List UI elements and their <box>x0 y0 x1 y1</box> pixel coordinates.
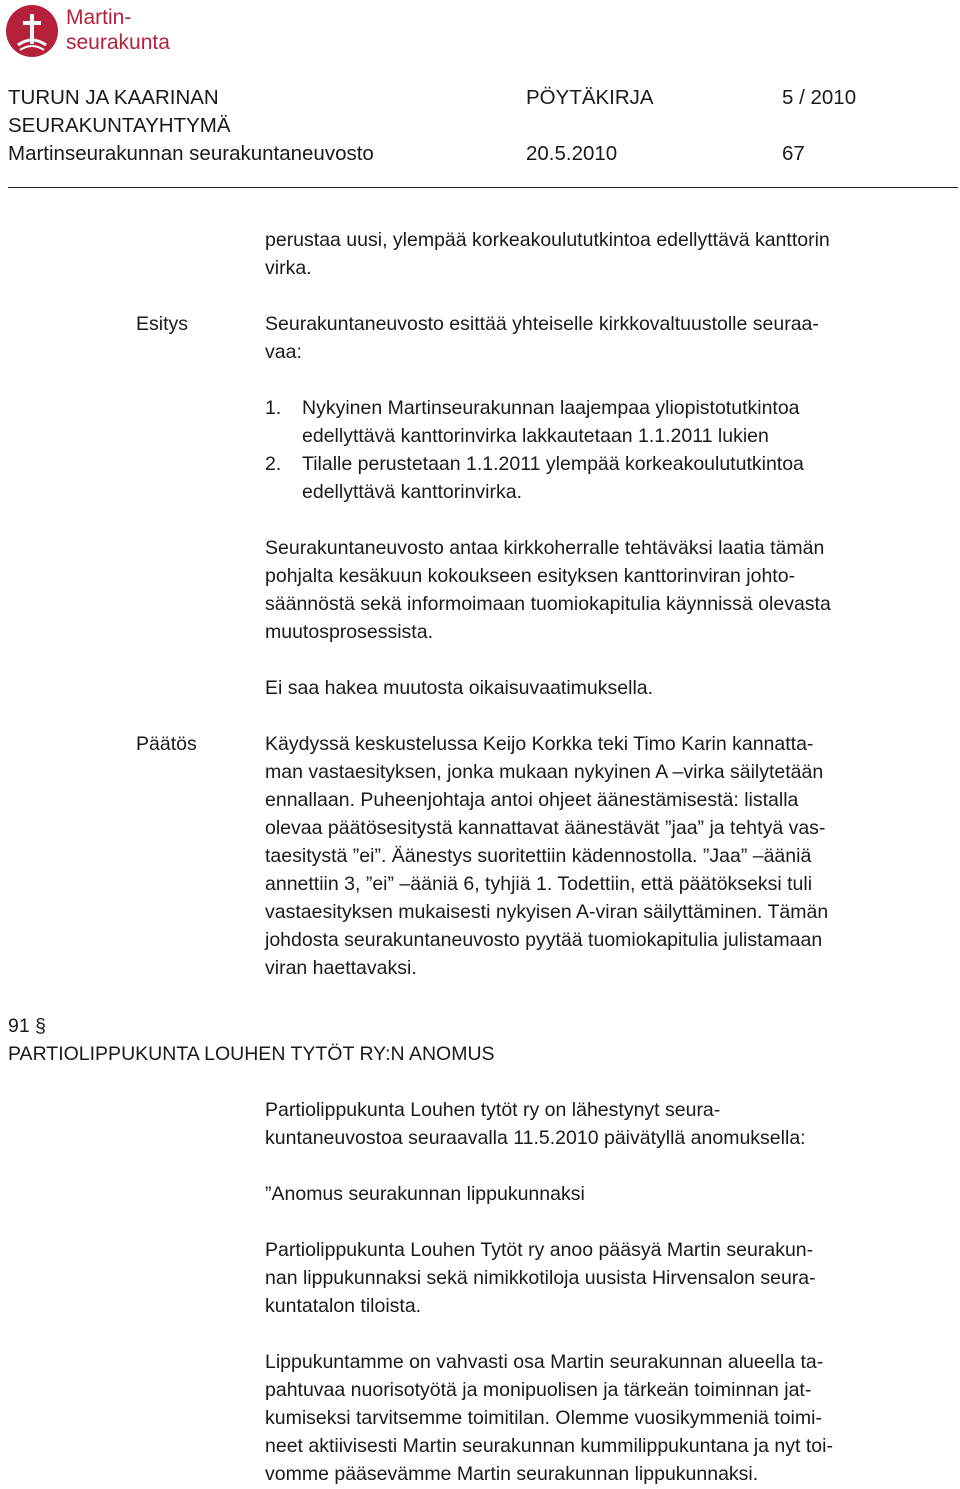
paatos-label: Päätös <box>136 733 197 755</box>
text-line: annettiin 3, ”ei” –ääniä 6, tyhjiä 1. Todettiin, että päätökseksi tuli <box>265 873 813 895</box>
text-line: vomme pääsevämme Martin seurakunnan lippukunnaksi. <box>265 1463 759 1485</box>
logo-wordmark <box>66 5 170 55</box>
text-line: kuntaneuvostoa seuraavalla 11.5.2010 päivätyllä anomuksella: <box>265 1127 806 1149</box>
text-line: neet aktiivisesti Martin seurakunnan kummilippukuntana ja nyt toi- <box>265 1435 833 1457</box>
paatos-text <box>265 730 828 982</box>
header-doc-number: 5 / 2010 <box>782 86 857 109</box>
esitys-label: Esitys <box>136 313 189 335</box>
text-line: perustaa uusi, ylempää korkeakoulututkintoa edellyttävä kanttorin <box>265 229 830 251</box>
text-line: muutosprosessista. <box>265 621 433 643</box>
text-line: kumiseksi tarvitsemme toimitilan. Olemme vuosikymmeniä toimi- <box>265 1407 822 1429</box>
text-line: man vastaesityksen, jonka mukaan nykyinen A –virka säilytetään <box>265 761 824 783</box>
header-doc-type: PÖYTÄKIRJA <box>526 86 654 109</box>
header-org-line-2: SEURAKUNTAYHTYMÄ <box>8 114 231 137</box>
text-line: Seurakuntaneuvosto antaa kirkkoherralle tehtäväksi laatia tämän <box>265 537 825 559</box>
text-line: vaa: <box>265 341 302 363</box>
text-line: Tilalle perustetaan 1.1.2011 ylempää korkeakoulututkintoa <box>302 453 804 475</box>
list-number: 2. <box>265 453 282 475</box>
text-line: Seurakuntaneuvosto esittää yhteiselle kirkkovaltuustolle seuraa- <box>265 313 819 335</box>
text-line: Nykyinen Martinseurakunnan laajempaa yliopistotutkintoa <box>302 397 800 419</box>
appeal-notice: Ei saa hakea muutosta oikaisuvaatimuksella. <box>265 677 654 699</box>
text-line: edellyttävä kanttorinvirka lakkautetaan 1.1.2011 lukien <box>302 425 769 447</box>
header-page-number: 67 <box>782 142 805 165</box>
header-org-line-1: TURUN JA KAARINAN <box>8 86 219 109</box>
logo-emblem-icon <box>6 5 58 57</box>
petition-paragraph-1 <box>265 1236 816 1320</box>
text-line: taesitystä ”ei”. Äänestys suoritettiin kädennostolla. ”Jaa” –ääniä <box>265 845 812 867</box>
text-line: ennallaan. Puheenjohtaja antoi ohjeet äänestämisestä: listalla <box>265 789 799 811</box>
text-line: johdosta seurakuntaneuvosto pyytää tuomiokapitulia julistamaan <box>265 929 823 951</box>
text-line: pohjalta kesäkuun kokoukseen esityksen kanttorinviran johto- <box>265 565 796 587</box>
logo <box>6 3 206 59</box>
intro-paragraph <box>265 1096 806 1152</box>
header-divider <box>8 187 958 188</box>
text-line: Käydyssä keskustelussa Keijo Korkka teki Timo Karin kannatta- <box>265 733 814 755</box>
section-number: 91 § <box>8 1015 46 1037</box>
text-line: nan lippukunnaksi sekä nimikkotiloja uusista Hirvensalon seura- <box>265 1267 816 1289</box>
header-date: 20.5.2010 <box>526 142 618 165</box>
text-line: viran haettavaksi. <box>265 957 417 979</box>
header-body: Martinseurakunnan seurakuntaneuvosto <box>8 142 374 165</box>
section-title: PARTIOLIPPUKUNTA LOUHEN TYTÖT RY:N ANOMUS <box>8 1043 495 1065</box>
text-line: virka. <box>265 257 312 279</box>
text-line: pahtuvaa nuorisotyötä ja monipuolisen ja tärkeän toiminnan jat- <box>265 1379 812 1401</box>
list-item <box>302 394 800 450</box>
text-line: Partiolippukunta Louhen tytöt ry on lähestynyt seura- <box>265 1099 721 1121</box>
logo-line-1: Martin- <box>66 6 132 29</box>
logo-line-2: seurakunta <box>66 31 170 54</box>
list-item <box>302 450 804 506</box>
petition-paragraph-2 <box>265 1348 833 1488</box>
text-line: Lippukuntamme on vahvasti osa Martin seurakunnan alueella ta- <box>265 1351 824 1373</box>
text-line: säännöstä sekä informoimaan tuomiokapitulia käynnissä olevasta <box>265 593 831 615</box>
list-number: 1. <box>265 397 282 419</box>
petition-title: ”Anomus seurakunnan lippukunnaksi <box>265 1183 585 1205</box>
text-line: vastaesityksen mukaisesti nykyisen A-viran säilyttäminen. Tämän <box>265 901 829 923</box>
text-line: kuntatalon tiloista. <box>265 1295 422 1317</box>
proposal-paragraph <box>265 534 831 646</box>
text-line: Partiolippukunta Louhen Tytöt ry anoo pääsyä Martin seurakun- <box>265 1239 814 1261</box>
continuation-text <box>265 226 830 282</box>
esitys-text <box>265 310 819 366</box>
text-line: edellyttävä kanttorinvirka. <box>302 481 523 503</box>
text-line: olevaa päätösesitystä kannattavat äänestävät ”jaa” ja tehtyä vas- <box>265 817 826 839</box>
